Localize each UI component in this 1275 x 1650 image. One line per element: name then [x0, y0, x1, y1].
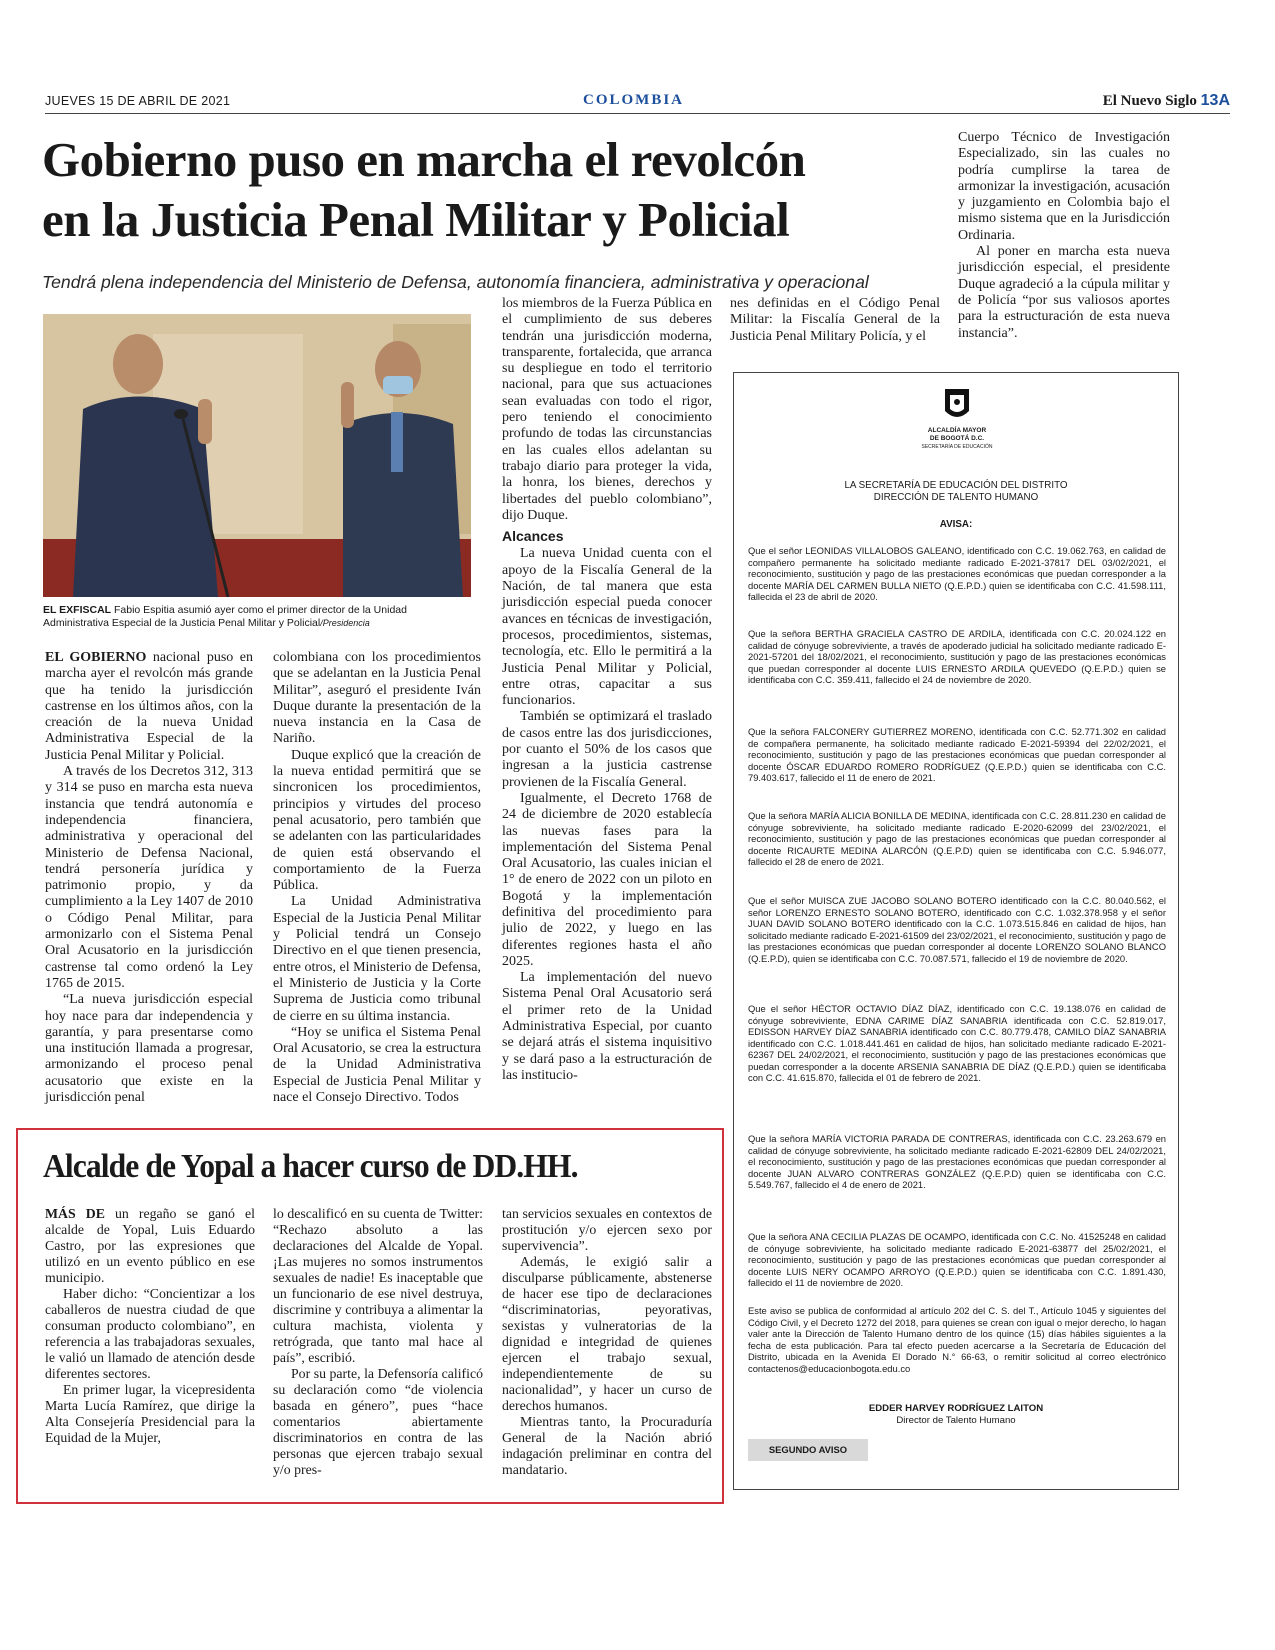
notice-paragraph: Que la señora FALCONERY GUTIERREZ MORENO, identificada con C.C. 52.771.302 en calidad de compañera permanente, ha solicitado mediante radicado E-2021-59394 del 22/02/2021, el reconocimiento, sustitución y pago de las prestaciones económicas que puedan corresponder al docente ÓSCAR EDUARDO ROMERO RODRÍGUEZ (Q.E.P.D.) quien se identificaba con C.C. 79.403.617, fallecido el 11 de enero de 2021. [748, 726, 1166, 783]
section-name: COLOMBIA [583, 92, 685, 108]
caption-text: Fabio Espitia asumió ayer como el primer director de la Unidad Administrativa Especial de la Justicia Penal Militar y Policial [43, 604, 407, 629]
article1-column-1 [45, 650, 253, 1106]
legal-notice [733, 372, 1179, 1490]
article2-column-3 [502, 1206, 712, 1478]
notice-paragraph: Que la señora MARÍA ALICIA BONILLA DE MEDINA, identificada con C.C. 28.811.230 en calidad de cónyuge sobreviviente, ha solicitado mediante radicado E-2020-62099 del 23/02/2021, el reconocimiento, sustitución y pago de las prestaciones económicas que puedan corresponder al docente RICAURTE MEDINA ALARCÓN (Q.E.P.D) quien se identificaba con C.C. 5.946.077, fallecido el 28 de enero de 2021. [748, 810, 1166, 867]
paragraph: los miembros de la Fuerza Pública en el cumplimiento de sus deberes tendrán una jurisdicción moderna, transparente, fortalecida, que arranca su despliegue en todo el territorio nacional, para que sus actuaciones sean evaluadas con todo el rigor, pero teniendo el conocimiento profundo de todas las circunstancias en las cuales ellos adelantan su trabajo diario para proteger la vida, la honra, los bienes, derechos y libertades del pueblo colombiano”, dijo Duque. [502, 296, 712, 523]
paragraph-text: un regaño se ganó el alcalde de Yopal, Luis Eduardo Castro, por las expresiones que utilizó en un evento público en ese municipio. [45, 1206, 255, 1285]
logo-text-3: SECRETARÍA DE EDUCACIÓN [921, 444, 993, 450]
headline-line-1: Gobierno puso en marcha el revolcón [42, 132, 806, 187]
paragraph: A través de los Decretos 312, 313 y 314 se puso en marcha esta nueva instancia que tendrá autonomía e independencia financiera, administrativa y operacional del Ministerio de Defensa Nacional, tendrá personería jurídica y patrimonio propio, y da cumplimiento a la Ley 1407 de 2010 o Código Penal Militar, para armonizarlo con el Sistema Penal Oral Acusatorio en la jurisdicción castrense tal como ordenó la Ley 1765 de 2015. [45, 764, 253, 991]
paragraph: nes definidas en el Código Penal Militar: la Fiscalía General de la Justicia Penal Military Policía, y el [730, 296, 940, 344]
paragraph: “Hoy se unifica el Sistema Penal Oral Acusatorio, se crea la estructura de la Unidad Administrativa Especial de Justicia Penal Militar y nace el Consejo Directivo. Todos [273, 1024, 481, 1106]
org-line-1: LA SECRETARÍA DE EDUCACIÓN DEL DISTRITO [844, 480, 1068, 491]
paragraph: lo descalificó en su cuenta de Twitter: “Rechazo absoluto a las declaraciones del Alcalde de Yopal. ¡Las mujeres no somos instrumentos sexuales de nadie! Es inaceptable que un funcionario de ese nivel destruya, discrimine y contribuya a alimentar la cultura machista, violenta y retrógrada, que tanto mal hace al país”, escribió. [273, 1206, 483, 1365]
photo-caption [43, 604, 471, 630]
article-photo [43, 314, 471, 597]
logo-text-1: ALCALDÍA MAYOR [927, 427, 987, 434]
second-notice-badge: SEGUNDO AVISO [748, 1439, 868, 1461]
paragraph: tan servicios sexuales en contextos de prostitución y/o ejercen sexo por supervivencia”. [502, 1206, 712, 1253]
paragraph: La nueva Unidad cuenta con el apoyo de la Fiscalía General de la Nación, de tal manera que esta jurisdicción especial pueda conocer avances en técnicas de investigación, procesos, procedimientos, sistemas, tecnología, etc. Ello le permitirá a la Justicia Penal Militar y Policial, entre otras, capacitar a sus funcionarios. [502, 546, 712, 709]
signer-title: Director de Talento Humano [896, 1415, 1016, 1426]
lead-in: EL GOBIERNO [45, 650, 147, 665]
photo-credit: /Presidencia [320, 618, 370, 628]
paragraph: Igualmente, el Decreto 1768 de 24 de diciembre de 2020 establecía las nuevas fases para la implementación del Sistema Penal Oral Acusatorio, las cuales inician el 1° de enero de 2022 con un piloto en Bogotá y la implementación definitiva del procedimiento para julio de 2022, y luego en las diferentes regiones hasta el año 2025. [502, 790, 712, 969]
page-number: 13A [1200, 92, 1230, 109]
paragraph: colombiana con los procedimientos que se adelantan en la Justicia Penal Militar”, aseguró el presidente Iván Duque durante la presentación de la nueva instancia en la Casa de Nariño. [273, 650, 481, 747]
notice-paragraph: Que el señor MUISCA ZUE JACOBO SOLANO BOTERO identificado con la C.C. 80.040.562, el señor LORENZO ERNESTO SOLANO BOTERO, identificado con C.C. 1.032.378.958 y el señor JUAN DAVID SOLANO BOTERO identificado con la C.C. 1.073.515.846 en calidad de hijos, han solicitado mediante radicado E-2021-61509 del 23/02/2021, el reconocimiento, sustitución y pago de las prestaciones económicas que puedan corresponder al docente LORENZO SOLANO BLANCO (Q.E.P.D), quien se identificaba con C.C. 70.087.571, fallecido el 19 de noviembre de 2020. [748, 895, 1166, 964]
section-heading: Alcances [502, 528, 564, 545]
article1-column-3 [502, 296, 712, 1084]
notice-paragraph: Que la señora MARÍA VICTORIA PARADA DE CONTRERAS, identificada con C.C. 23.263.679 en calidad de cónyuge sobreviviente, ha solicitado mediante radicado E-2021-62809 DEL 24/02/2021, el reconocimiento, sustitución y pago de las prestaciones económicas que puedan corresponder al docente JUAN ALVARO CONTRERAS GONZÁLEZ (Q.E.P.D) quien se identificaba con C.C. 5.549.767, fallecido el 4 de enero de 2021. [748, 1133, 1166, 1190]
paragraph: En primer lugar, la vicepresidenta Marta Lucía Ramírez, que dirige la Alta Consejería Presidencial para la Equidad de la Mujer, [45, 1382, 255, 1445]
photo-illustration [43, 314, 471, 597]
notice-paragraph: Que la señora ANA CECILIA PLAZAS DE OCAMPO, identificada con C.C. No. 41525248 en calidad de cónyuge sobreviviente, ha solicitado mediante radicado E-2021-63877 del 25/02/2021, el reconocimiento, sustitución y pago de las prestaciones económicas que puedan corresponder al docente LUIS NERY OCAMPO ARROYO (Q.E.P.D.) quien se identificaba con C.C. 1.891.430, fallecido el 11 de noviembre de 2020. [748, 1231, 1166, 1288]
page-header [45, 92, 1230, 114]
paragraph: Duque explicó que la creación de la nueva entidad permitirá que se sincronicen los procedimientos, principios y virtudes del proceso penal acusatorio, pero también que se adelanten con las particularidades de quien está observando el comportamiento de la Fuerza Pública. [273, 747, 481, 894]
notice-org [734, 480, 1178, 504]
org-line-2: DIRECCIÓN DE TALENTO HUMANO [873, 492, 1039, 503]
paragraph: La Unidad Administrativa Especial de la Justicia Penal Militar y Policial tendrá un Consejo Directivo en el que tienen presencia, entre otros, el Ministerio de Defensa, el Ministerio de Justicia y la Corte Suprema de Justicia como tribunal de cierre en su última instancia. [273, 894, 481, 1024]
main-subheadline: Tendrá plena independencia del Ministerio de Defensa, autonomía financiera, administrativa y operacional [42, 272, 869, 292]
notice-paragraph: Este aviso se publica de conformidad al artículo 202 del C. S. del T., Artículo 1045 y siguientes del Código Civil, y el Decreto 1272 del 2018, para quienes se crean con igual o mejor derecho, lo hagan valer ante la Dirección de Talento Humano dentro de los quince (15) días hábiles siguientes a la fecha de esta publicación. Para tal efecto pueden acercarse a la Secretaría de Educación del Distrito, ubicada en la Avenida El Dorado N.° 66-63, o remitir solicitud al correo electrónico contactenos@educacionbogota.edu.co [748, 1305, 1166, 1374]
article2-column-1 [45, 1206, 255, 1446]
notice-paragraph: Que el señor HÉCTOR OCTAVIO DÍAZ DÍAZ, identificado con C.C. 19.138.076 en calidad de cónyuge sobreviviente, EDNA CARIME DÍAZ SANABRIA identificada con C.C. 52.819.017, EDISSON HARVEY DÍAZ SANABRIA identificado con C.C. 80.779.478, CAMILO DÍAZ SANABRIA identificado con C.C. 1.018.441.461 en calidad de hijos, han solicitado mediante radicado E-2021-62367 DEL 24/02/2021, el reconocimiento, sustitución y pago de las prestaciones económicas que puedan corresponder a la docente ARSENIA SANABRIA DE DÍAZ (Q.E.P.D.) quien se identificaba con C.C. 41.615.870, fallecida el 01 de febrero de 2021. [748, 1003, 1166, 1083]
lead-in: MÁS DE [45, 1206, 105, 1221]
main-headline [42, 130, 932, 250]
paragraph-text: nacional puso en marcha ayer el revolcón más grande que ha tenido la jurisdicción castrense en los últimos años, con la creación de la nueva Unidad Administrativa Especial de la Justicia Penal Militar y Policial. [45, 650, 253, 763]
article2-column-2 [273, 1206, 483, 1478]
signer-name: EDDER HARVEY RODRÍGUEZ LAITON [868, 1403, 1044, 1414]
paragraph: La implementación del nuevo Sistema Penal Oral Acusatorio será el primer reto de la Unidad Administrativa Especial, por cuanto se dejará atrás el sistema inquisitivo y se dará paso a la estructuración de las institucio- [502, 970, 712, 1083]
caption-lead: EL EXFISCAL [43, 604, 112, 616]
headline-line-2: en la Justicia Penal Militar y Policial [42, 192, 790, 247]
bogota-logo [917, 387, 997, 457]
article1-column-2 [273, 650, 481, 1106]
article2-headline: Alcalde de Yopal a hacer curso de DD.HH. [43, 1148, 578, 1185]
notice-signature [734, 1403, 1178, 1427]
notice-paragraph: Que la señora BERTHA GRACIELA CASTRO DE ARDILA, identificada con C.C. 20.024.122 en calidad de cónyuge sobreviviente, a través de apoderado judicial ha solicitado mediante radicado E-2021-57201 del 18/02/2021, el reconocimiento, sustitución y pago de las prestaciones económicas que puedan corresponder al docente LUIS ERNESTO ARDILA QUEVEDO (Q.E.P.D.) quien se identificaba con C.C. 359.411, fallecido el 24 de noviembre de 2020. [748, 628, 1166, 685]
issue-date: JUEVES 15 DE ABRIL DE 2021 [45, 94, 231, 108]
paragraph: Por su parte, la Defensoría calificó su declaración como “de violencia basada en género”, pues “hace comentarios abiertamente discriminatorios en contra de las personas que ejercen trabajo sexual y/o pres- [273, 1366, 483, 1477]
paragraph: “La nueva jurisdicción especial hoy nace para dar independencia y garantía, y para presentarse como una institución llamada a progresar, armonizando el proceso penal acusatorio que existe en la jurisdicción penal [45, 992, 253, 1106]
paragraph: Haber dicho: “Concientizar a los caballeros de nuestra ciudad de que consuman producto colombiano”, en referencia a las trabajadoras sexuales, le valió un llamado de atención desde diferentes sectores. [45, 1286, 255, 1381]
article1-column-5 [958, 130, 1170, 342]
article1-column-4 [730, 296, 940, 345]
masthead [1103, 92, 1230, 110]
paragraph: Además, le exigió salir a disculparse públicamente, abstenerse de hacer ese tipo de declaraciones “discriminatorias, peyorativas, sexistas y vulneratorias de la dignidad e integridad de quienes ejercen el trabajo sexual, independientemente de su nacionalidad”, y hacer un curso de derechos humanos. [502, 1254, 712, 1413]
avisa-label: AVISA: [939, 519, 973, 530]
paragraph: Cuerpo Técnico de Investigación Especializado, sin las cuales no podría cumplirse la tarea de armonizar la investigación, acusación y juzgamiento en Colombia bajo el mismo sistema que en la Jurisdicción Ordinaria. [958, 130, 1170, 243]
paragraph: También se optimizará el traslado de casos entre las dos jurisdicciones, por cuanto el 50% de los casos que ingresan a la justicia castrense provienen de la Fiscalía General. [502, 709, 712, 790]
paragraph [45, 1206, 255, 1286]
paragraph: Al poner en marcha esta nueva jurisdicción especial, el presidente Duque agradeció a la cúpula militar y de Policía “por sus valiosos aportes para la estructuración de esta nueva instancia”. [958, 244, 1170, 341]
paragraph: Mientras tanto, la Procuraduría General de la Nación abrió indagación preliminar en contra del mandatario. [502, 1414, 712, 1477]
logo-text-2: DE BOGOTÁ D.C. [929, 435, 985, 442]
newspaper-name: El Nuevo Siglo [1102, 93, 1197, 109]
notice-paragraph: Que el señor LEONIDAS VILLALOBOS GALEANO, identificado con C.C. 19.062.763, en calidad de compañero permanente ha solicitado mediante radicado E-2021-37817 DEL 03/02/2021, el reconocimiento, sustitución y pago de las prestaciones económicas que puedan corresponder a la docente MARÍA DEL CARMEN BULLA NIETO (Q.E.P.D.) quien se identificaba con C.C. 41.598.111, fallecida el 23 de abril de 2020. [748, 545, 1166, 602]
paragraph [45, 650, 253, 764]
